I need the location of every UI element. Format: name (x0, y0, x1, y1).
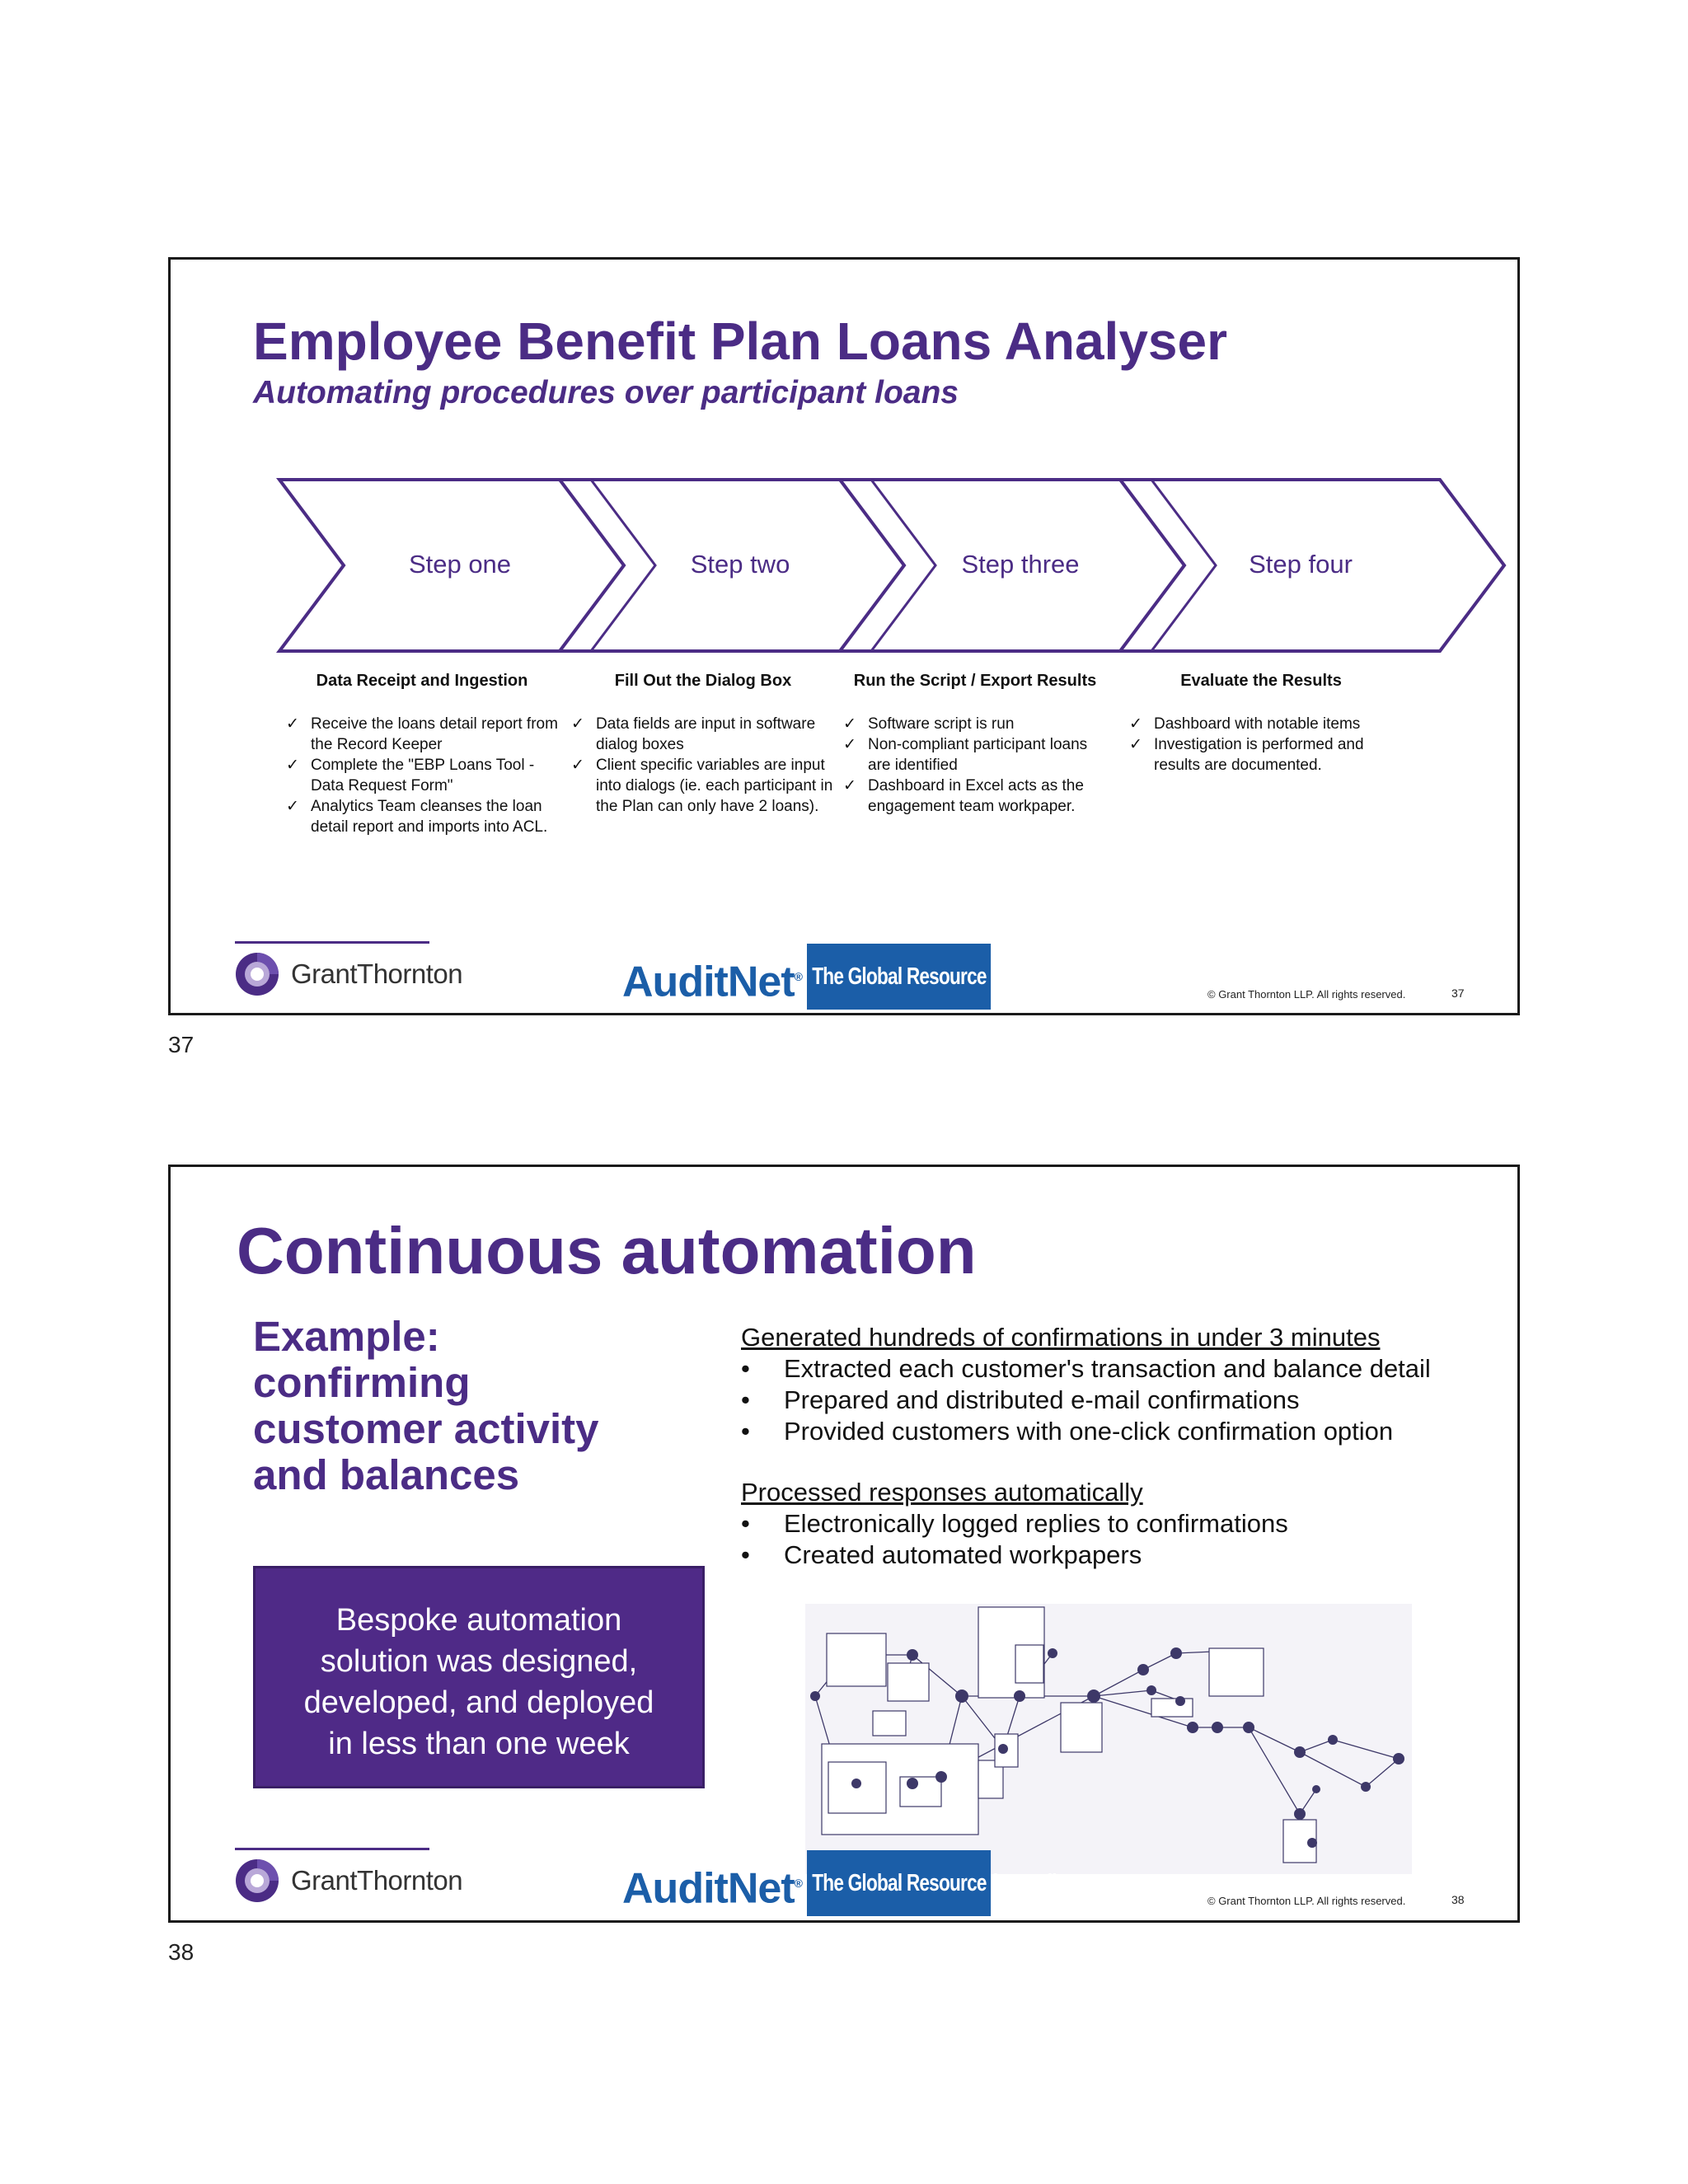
step-4-heading: Evaluate the Results (1180, 672, 1342, 690)
slide-number: 37 (1451, 987, 1465, 1000)
list-item: • Created automated workpapers (741, 1540, 1142, 1569)
step-1-heading: Data Receipt and Ingestion (316, 672, 528, 690)
list-item: • Prepared and distributed e-mail confirmations (741, 1385, 1300, 1414)
list-item: ✓ Complete the "EBP Loans Tool - Data Request Form" (286, 757, 535, 794)
grant-thornton-name: GrantThornton (291, 958, 463, 989)
slide-subtitle: Automating procedures over participant loans (253, 375, 959, 410)
example-heading: Example: confirming customer activity and balances (253, 1313, 599, 1498)
workflow-diagram-image (805, 1604, 1412, 1874)
list-item: • Electronically logged replies to confirmations (741, 1509, 1288, 1538)
auditnet-tagline: The Global Resource for Auditors (807, 1850, 991, 1916)
bullet-icon: • (741, 1385, 750, 1414)
callout-box: Bespoke automation solution was designed, developed, and deployed in less than one week (253, 1566, 705, 1788)
bullet-icon: • (741, 1354, 750, 1383)
list-item: ✓ Software script is run (843, 715, 1015, 733)
check-icon: ✓ (286, 798, 299, 815)
bullet-icon: • (741, 1509, 750, 1538)
grant-thornton-swirl-icon (235, 952, 279, 996)
check-icon: ✓ (843, 777, 856, 794)
list-item: ✓ Analytics Team cleanses the loan detail report and imports into ACL. (286, 798, 548, 836)
bullet-icon: • (741, 1417, 750, 1446)
results-text (741, 1322, 1499, 1601)
auditnet-wordmark: AuditNet® (622, 1864, 802, 1913)
grant-thornton-name: GrantThornton (291, 1865, 463, 1896)
step-2-label: Step two (690, 550, 790, 579)
check-icon: ✓ (1129, 715, 1142, 733)
list-item: ✓ Receive the loans detail report from the Record Keeper (286, 715, 558, 753)
section-header: Generated hundreds of confirmations in under 3 minutes (741, 1323, 1381, 1352)
grant-thornton-logo (235, 952, 462, 996)
step-chevrons (171, 260, 1522, 1018)
grant-thornton-swirl-icon (235, 1858, 279, 1903)
slide-title: Continuous automation (237, 1214, 977, 1287)
grant-thornton-logo (235, 1858, 462, 1903)
copyright-text: © Grant Thornton LLP. All rights reserved. (1207, 988, 1406, 1001)
page-number: 37 (168, 1032, 195, 1057)
slide-title: Employee Benefit Plan Loans Analyser (253, 312, 1227, 371)
list-item: ✓ Non-compliant participant loans are identified (843, 736, 1088, 774)
footer-divider (235, 941, 429, 944)
bullet-icon: • (741, 1540, 750, 1569)
step-1-details (286, 672, 558, 837)
step-3-label: Step three (961, 550, 1080, 579)
check-icon: ✓ (1129, 736, 1142, 753)
step-2-heading: Fill Out the Dialog Box (614, 672, 792, 690)
auditnet-wordmark: AuditNet® (622, 958, 802, 1006)
list-item: ✓ Dashboard with notable items (1129, 715, 1361, 733)
step-3-details (843, 672, 1107, 817)
auditnet-tagline: The Global Resource for Auditors (807, 944, 991, 1010)
auditnet-logo (622, 944, 1090, 1010)
list-item: • Extracted each customer's transaction and balance detail (741, 1354, 1431, 1383)
step-4-details (1129, 672, 1393, 776)
section-header: Processed responses automatically (741, 1478, 1143, 1507)
step-1-label: Step one (408, 550, 512, 579)
auditnet-logo (622, 1850, 1090, 1916)
check-icon: ✓ (286, 757, 299, 774)
list-item: ✓ Dashboard in Excel acts as the engagement team workpaper. (843, 777, 1084, 815)
slide-number: 38 (1451, 1893, 1465, 1906)
list-item: ✓ Investigation is performed and results are documented. (1129, 736, 1364, 774)
slide-38 (168, 1165, 1520, 1923)
slide-37 (168, 257, 1520, 1015)
copyright-text: © Grant Thornton LLP. All rights reserved. (1207, 1895, 1406, 1907)
list-item: ✓ Client specific variables are input into dialogs (ie. each participant in the Plan can only have 2 loans). (571, 757, 833, 815)
check-icon: ✓ (571, 715, 584, 733)
list-item: ✓ Data fields are input in software dialog boxes (571, 715, 816, 753)
step-2-details (571, 672, 835, 817)
list-item: • Provided customers with one-click confirmation option (741, 1417, 1394, 1446)
footer-divider (235, 1848, 429, 1850)
check-icon: ✓ (843, 715, 856, 733)
check-icon: ✓ (843, 736, 856, 753)
step-4-label: Step four (1249, 550, 1353, 579)
check-icon: ✓ (286, 715, 299, 733)
step-3-heading: Run the Script / Export Results (853, 672, 1097, 690)
page-number: 38 (168, 1939, 195, 1965)
check-icon: ✓ (571, 757, 584, 774)
